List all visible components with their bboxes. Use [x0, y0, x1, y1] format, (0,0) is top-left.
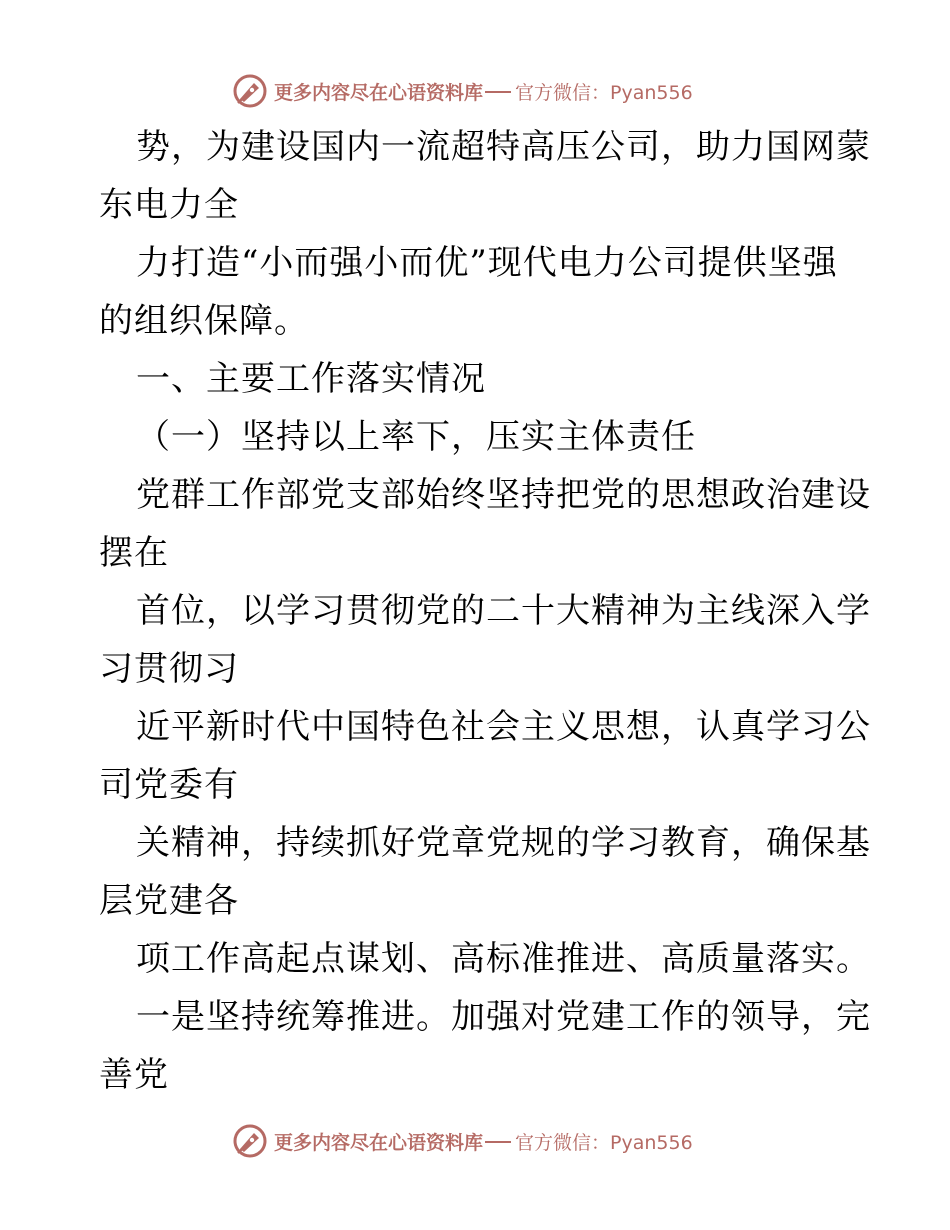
section-heading: 一、主要工作落实情况: [136, 359, 486, 399]
body-line: 关精神，持续抓好党章党规的学习教育，确保基: [136, 823, 871, 863]
body-line: 党群工作部党支部始终坚持把党的思想政治建设: [136, 475, 871, 515]
body-line: 一是坚持统筹推进。加强对党建工作的领导，完: [136, 997, 871, 1037]
footer-watermark-banner: [232, 1122, 693, 1160]
footer-site-text: 更多内容尽在心语资料库: [274, 1131, 484, 1154]
body-line: 近平新时代中国特色社会主义思想，认真学习公: [136, 707, 871, 747]
body-line: 司党委有: [99, 765, 239, 805]
pen-nib-logo-icon: [232, 73, 268, 109]
body-line: 力打造“小而强小而优”现代电力公司提供坚强: [136, 243, 838, 283]
subsection-heading: （一）坚持以上率下，压实主体责任: [136, 417, 696, 457]
header-site-text: 更多内容尽在心语资料库: [274, 81, 484, 104]
header-dash: [485, 91, 511, 93]
document-body: [99, 118, 871, 1104]
body-line: 项工作高起点谋划、高标准推进、高质量落实。: [136, 939, 871, 979]
pen-nib-logo-icon: [232, 1123, 268, 1159]
body-line: 层党建各: [99, 881, 239, 921]
body-line: 势，为建设国内一流超特高压公司，助力国网蒙: [136, 127, 871, 167]
body-line: 摆在: [99, 533, 169, 573]
footer-wechat-text: 官方微信：Pyan556: [515, 1131, 693, 1154]
footer-dash: [485, 1141, 511, 1143]
header-wechat-text: 官方微信：Pyan556: [515, 81, 693, 104]
body-line: 东电力全: [99, 185, 239, 225]
header-watermark-banner: [232, 72, 693, 110]
body-line: 善党: [99, 1055, 169, 1095]
body-line: 首位，以学习贯彻党的二十大精神为主线深入学: [136, 591, 871, 631]
body-line: 的组织保障。: [99, 301, 309, 341]
body-line: 习贯彻习: [99, 649, 239, 689]
